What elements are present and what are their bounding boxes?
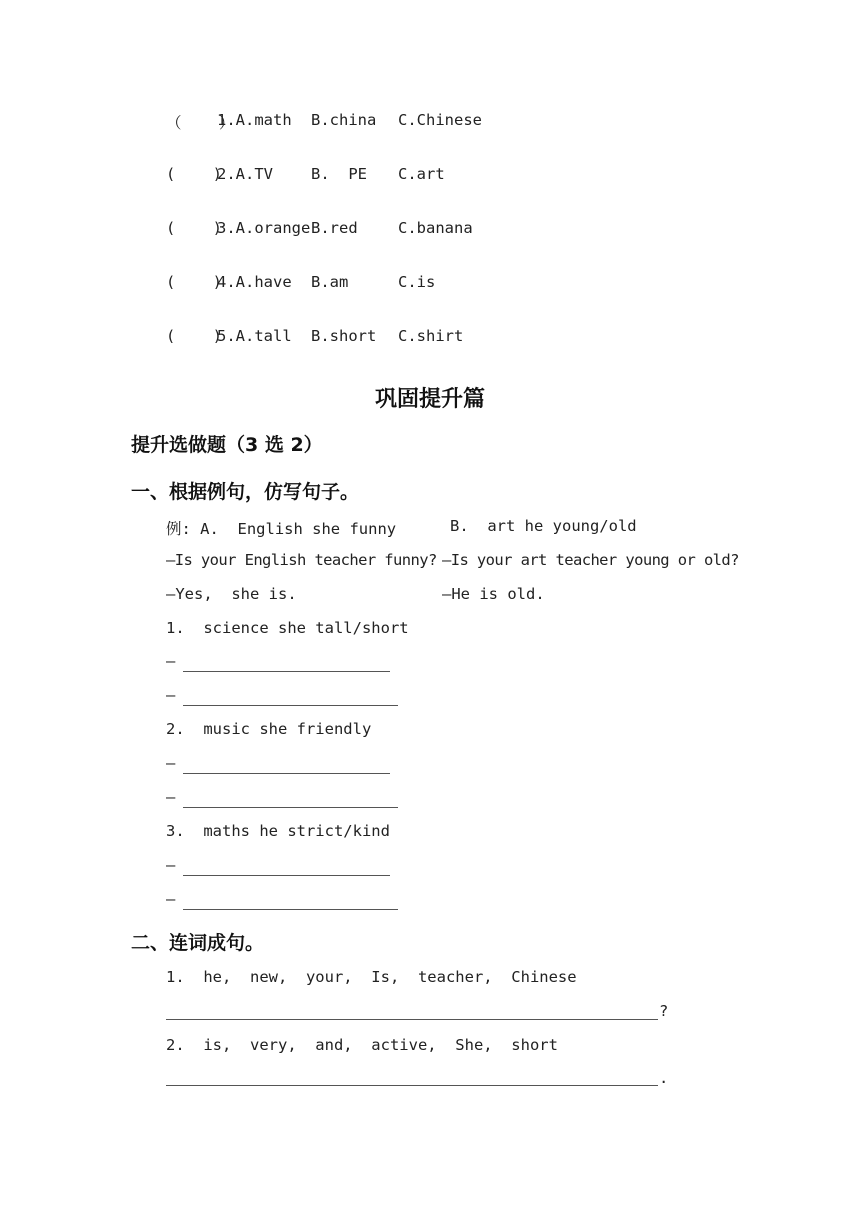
dash-mark: —: [166, 754, 176, 772]
answer-bracket[interactable]: ( ): [166, 165, 222, 183]
reorder-item-prompt: 2. is, very, and, active, She, short: [166, 1036, 558, 1054]
option-c: C.Chinese: [398, 111, 482, 129]
imitate-item-prompt: 3. maths he strict/kind: [166, 822, 390, 840]
option-b: B.red: [311, 219, 358, 237]
dash-mark: —: [166, 890, 176, 908]
option-c: C.art: [398, 165, 445, 183]
part1-heading: 一、根据例句，仿写句子。: [131, 481, 360, 503]
dash-mark: —: [166, 652, 176, 670]
option-c: C.banana: [398, 219, 473, 237]
blank-line[interactable]: [183, 807, 398, 808]
blank-line[interactable]: [183, 705, 398, 706]
option-c: C.shirt: [398, 327, 464, 345]
part2-heading: 二、连词成句。: [131, 932, 265, 954]
option-a: 1.A.math: [217, 111, 292, 129]
option-a: 5.A.tall: [217, 327, 292, 345]
imitate-item-prompt: 2. music she friendly: [166, 720, 372, 738]
sentence-blank-line[interactable]: [166, 1019, 658, 1020]
answer-bracket[interactable]: ( ): [166, 273, 222, 291]
example-b: B. art he young/old: [450, 517, 637, 535]
blank-line[interactable]: [183, 773, 390, 774]
example-answer-1: —Yes, she is.: [166, 585, 297, 603]
option-b: B. PE: [311, 165, 367, 183]
dash-mark: —: [166, 856, 176, 874]
option-c: C.is: [398, 273, 436, 291]
example-answer-2: —He is old.: [442, 585, 545, 603]
dash-mark: —: [166, 788, 176, 806]
answer-bracket[interactable]: ( ): [166, 327, 222, 345]
example-question-2: —Is your art teacher young or old?: [442, 551, 739, 569]
blank-line[interactable]: [183, 909, 398, 910]
dash-mark: —: [166, 686, 176, 704]
imitate-item-prompt: 1. science she tall/short: [166, 619, 409, 637]
option-b: B.china: [311, 111, 377, 129]
answer-bracket[interactable]: ( ): [166, 219, 222, 237]
option-a: 3.A.orange: [217, 219, 311, 237]
sentence-blank-line[interactable]: [166, 1085, 658, 1086]
answer-bracket[interactable]: （ ）: [166, 114, 235, 132]
option-b: B.am: [311, 273, 349, 291]
option-a: 4.A.have: [217, 273, 292, 291]
example-a: 例: A. English she funny: [166, 520, 397, 538]
reorder-item-prompt: 1. he, new, your, Is, teacher, Chinese: [166, 968, 577, 986]
end-punctuation: .: [659, 1069, 669, 1087]
end-punctuation: ?: [659, 1002, 669, 1020]
section-title: 巩固提升篇: [374, 387, 485, 412]
option-a: 2.A.TV: [217, 165, 273, 183]
example-question-1: —Is your English teacher funny?: [166, 551, 437, 569]
blank-line[interactable]: [183, 875, 390, 876]
blank-line[interactable]: [183, 671, 390, 672]
option-b: B.short: [311, 327, 377, 345]
subtitle: 提升选做题（3 选 2）: [131, 434, 323, 456]
